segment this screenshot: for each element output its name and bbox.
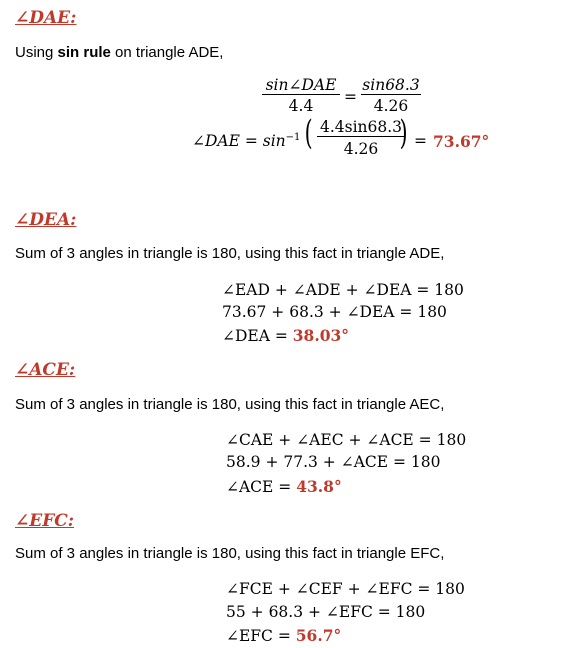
intro-bold: sin rule <box>57 44 111 61</box>
section2-line2: 73.67 + 68.3 + ∠DEA = 180 <box>222 303 447 321</box>
section3-line3 <box>226 477 342 496</box>
section4-line1: ∠FCE + ∠CEF + ∠EFC = 180 <box>226 580 465 598</box>
section3-line1: ∠CAE + ∠AEC + ∠ACE = 180 <box>226 431 467 449</box>
fraction-inner-den: 4.26 <box>317 136 405 158</box>
fraction-right <box>361 76 421 115</box>
section4-line2: 55 + 68.3 + ∠EFC = 180 <box>226 603 426 621</box>
answer-efc: 56.7° <box>295 626 342 645</box>
section2-text: Sum of 3 angles in triangle is 180, using this fact in triangle ADE, <box>15 245 445 262</box>
inverse-sin-lhs <box>192 132 300 150</box>
fraction-inner-num: 4.4sin68.3 <box>319 118 403 136</box>
answer-dea: 38.03° <box>292 326 350 345</box>
answer-dae: 73.67° <box>433 132 490 151</box>
fraction-left-num: sin∠DAE <box>265 76 337 94</box>
fraction-right-num: sin68.3 <box>362 76 420 94</box>
intro-text <box>15 44 223 61</box>
fraction-right-den: 4.26 <box>361 94 421 115</box>
fraction-left <box>262 76 340 115</box>
section2-line3-pre: ∠DEA = <box>222 327 293 345</box>
intro-pre: Using <box>15 44 58 61</box>
left-paren: ( <box>304 113 313 153</box>
section4-line3-pre: ∠EFC = <box>226 627 296 645</box>
inverse-sup: −1 <box>285 132 301 143</box>
section4-text: Sum of 3 angles in triangle is 180, using this fact in triangle EFC, <box>15 545 445 562</box>
heading-efc: ∠EFC: <box>15 511 75 531</box>
section2-line3 <box>222 326 349 345</box>
section3-text: Sum of 3 angles in triangle is 180, using this fact in triangle AEC, <box>15 396 445 413</box>
right-paren: ) <box>399 113 408 153</box>
lhs-text: ∠DAE = sin <box>192 132 286 151</box>
equals-1: = <box>344 88 357 106</box>
heading-dea: ∠DEA: <box>15 210 77 230</box>
section2-line1: ∠EAD + ∠ADE + ∠DEA = 180 <box>222 281 464 299</box>
heading-ace: ∠ACE: <box>15 360 76 380</box>
section3-line2: 58.9 + 77.3 + ∠ACE = 180 <box>226 453 441 471</box>
section3-line3-pre: ∠ACE = <box>226 478 297 496</box>
intro-post: on triangle ADE, <box>110 44 224 61</box>
answer-ace: 43.8° <box>296 477 342 496</box>
fraction-left-den: 4.4 <box>262 94 340 115</box>
equals-2: = <box>414 132 427 150</box>
heading-dae: ∠DAE: <box>15 8 77 28</box>
fraction-inner <box>317 118 405 158</box>
section4-line3 <box>226 626 341 645</box>
